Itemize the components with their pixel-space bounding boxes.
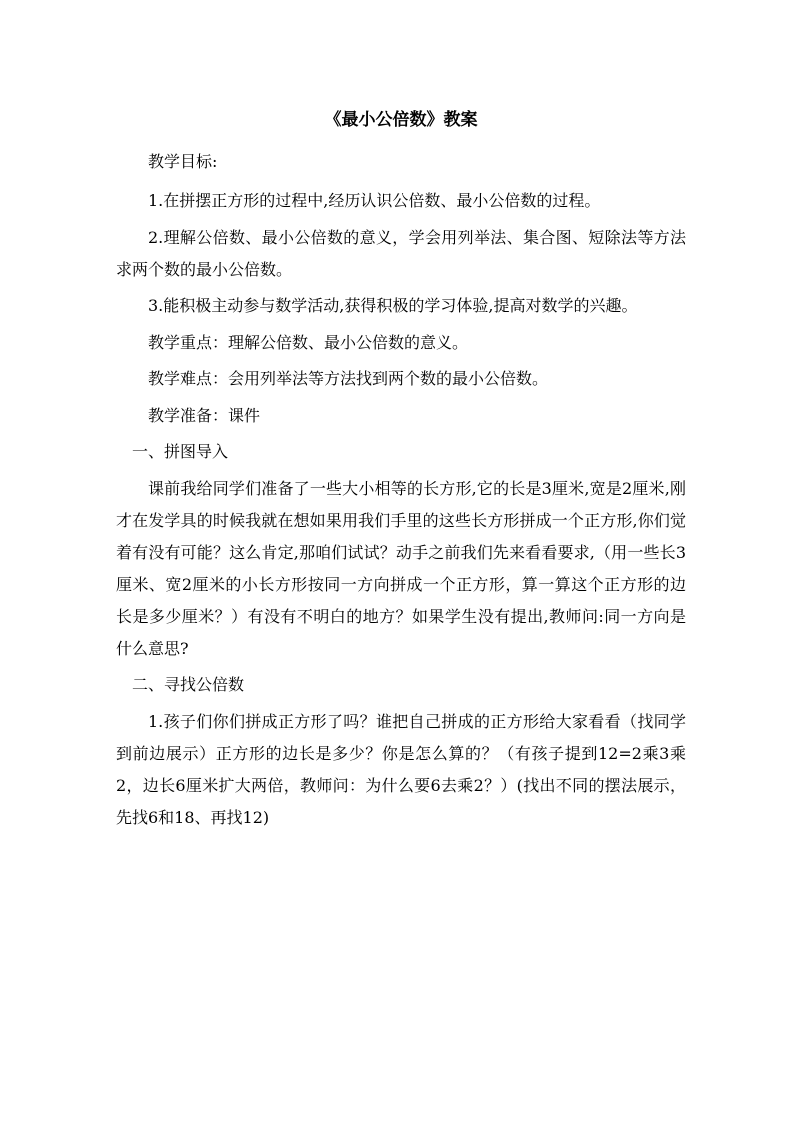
document-page [116, 100, 686, 838]
objective-item: 3.能积极主动参与数学活动,获得积极的学习体验,提高对数学的兴趣。 [148, 296, 638, 315]
section-paragraph: 1.孩子们你们拼成正方形了吗？谁把自己拼成的正方形给大家看看（找同学到前边展示）正方形的边长是多少？你是怎么算的？（有孩子提到12=2乘3乘2，边长6厘米扩大两倍，教师问：为什么要6去乘2？）(找出不同的摆法展示，先找6和18、再找12) [116, 711, 686, 827]
objective-item: 2.理解公倍数、最小公倍数的意义，学会用列举法、集合图、短除法等方法求两个数的最小公倍数。 [116, 227, 686, 279]
section-heading: 二、寻找公倍数 [132, 675, 245, 694]
objective-item: 1.在拼摆正方形的过程中,经历认识公倍数、最小公倍数的过程。 [148, 191, 601, 210]
section-heading: 一、拼图导入 [132, 442, 229, 461]
objectives-heading: 教学目标: [148, 152, 218, 171]
section-paragraph: 课前我给同学们准备了一些大小相等的长方形,它的长是3厘米,宽是2厘米,刚才在发学具的时候我就在想如果用我们手里的这些长方形拼成一个正方形,你们觉着有没有可能？这么肯定,那咱们试试？动手之前我们先来看看要求,（用一些长3厘米、宽2厘米的小长方形按同一方向拼成一个正方形，算一算这个正方形的边长是多少厘米？）有没有不明白的地方？如果学生没有提出,教师问:同一方向是什么意思? [116, 478, 686, 658]
key-point: 教学重点：理解公倍数、最小公倍数的意义。 [148, 332, 469, 352]
difficult-point: 教学难点：会用列举法等方法找到两个数的最小公倍数。 [148, 369, 549, 388]
document-title: 《最小公倍数》教案 [324, 110, 478, 130]
preparation: 教学准备：课件 [148, 405, 261, 425]
